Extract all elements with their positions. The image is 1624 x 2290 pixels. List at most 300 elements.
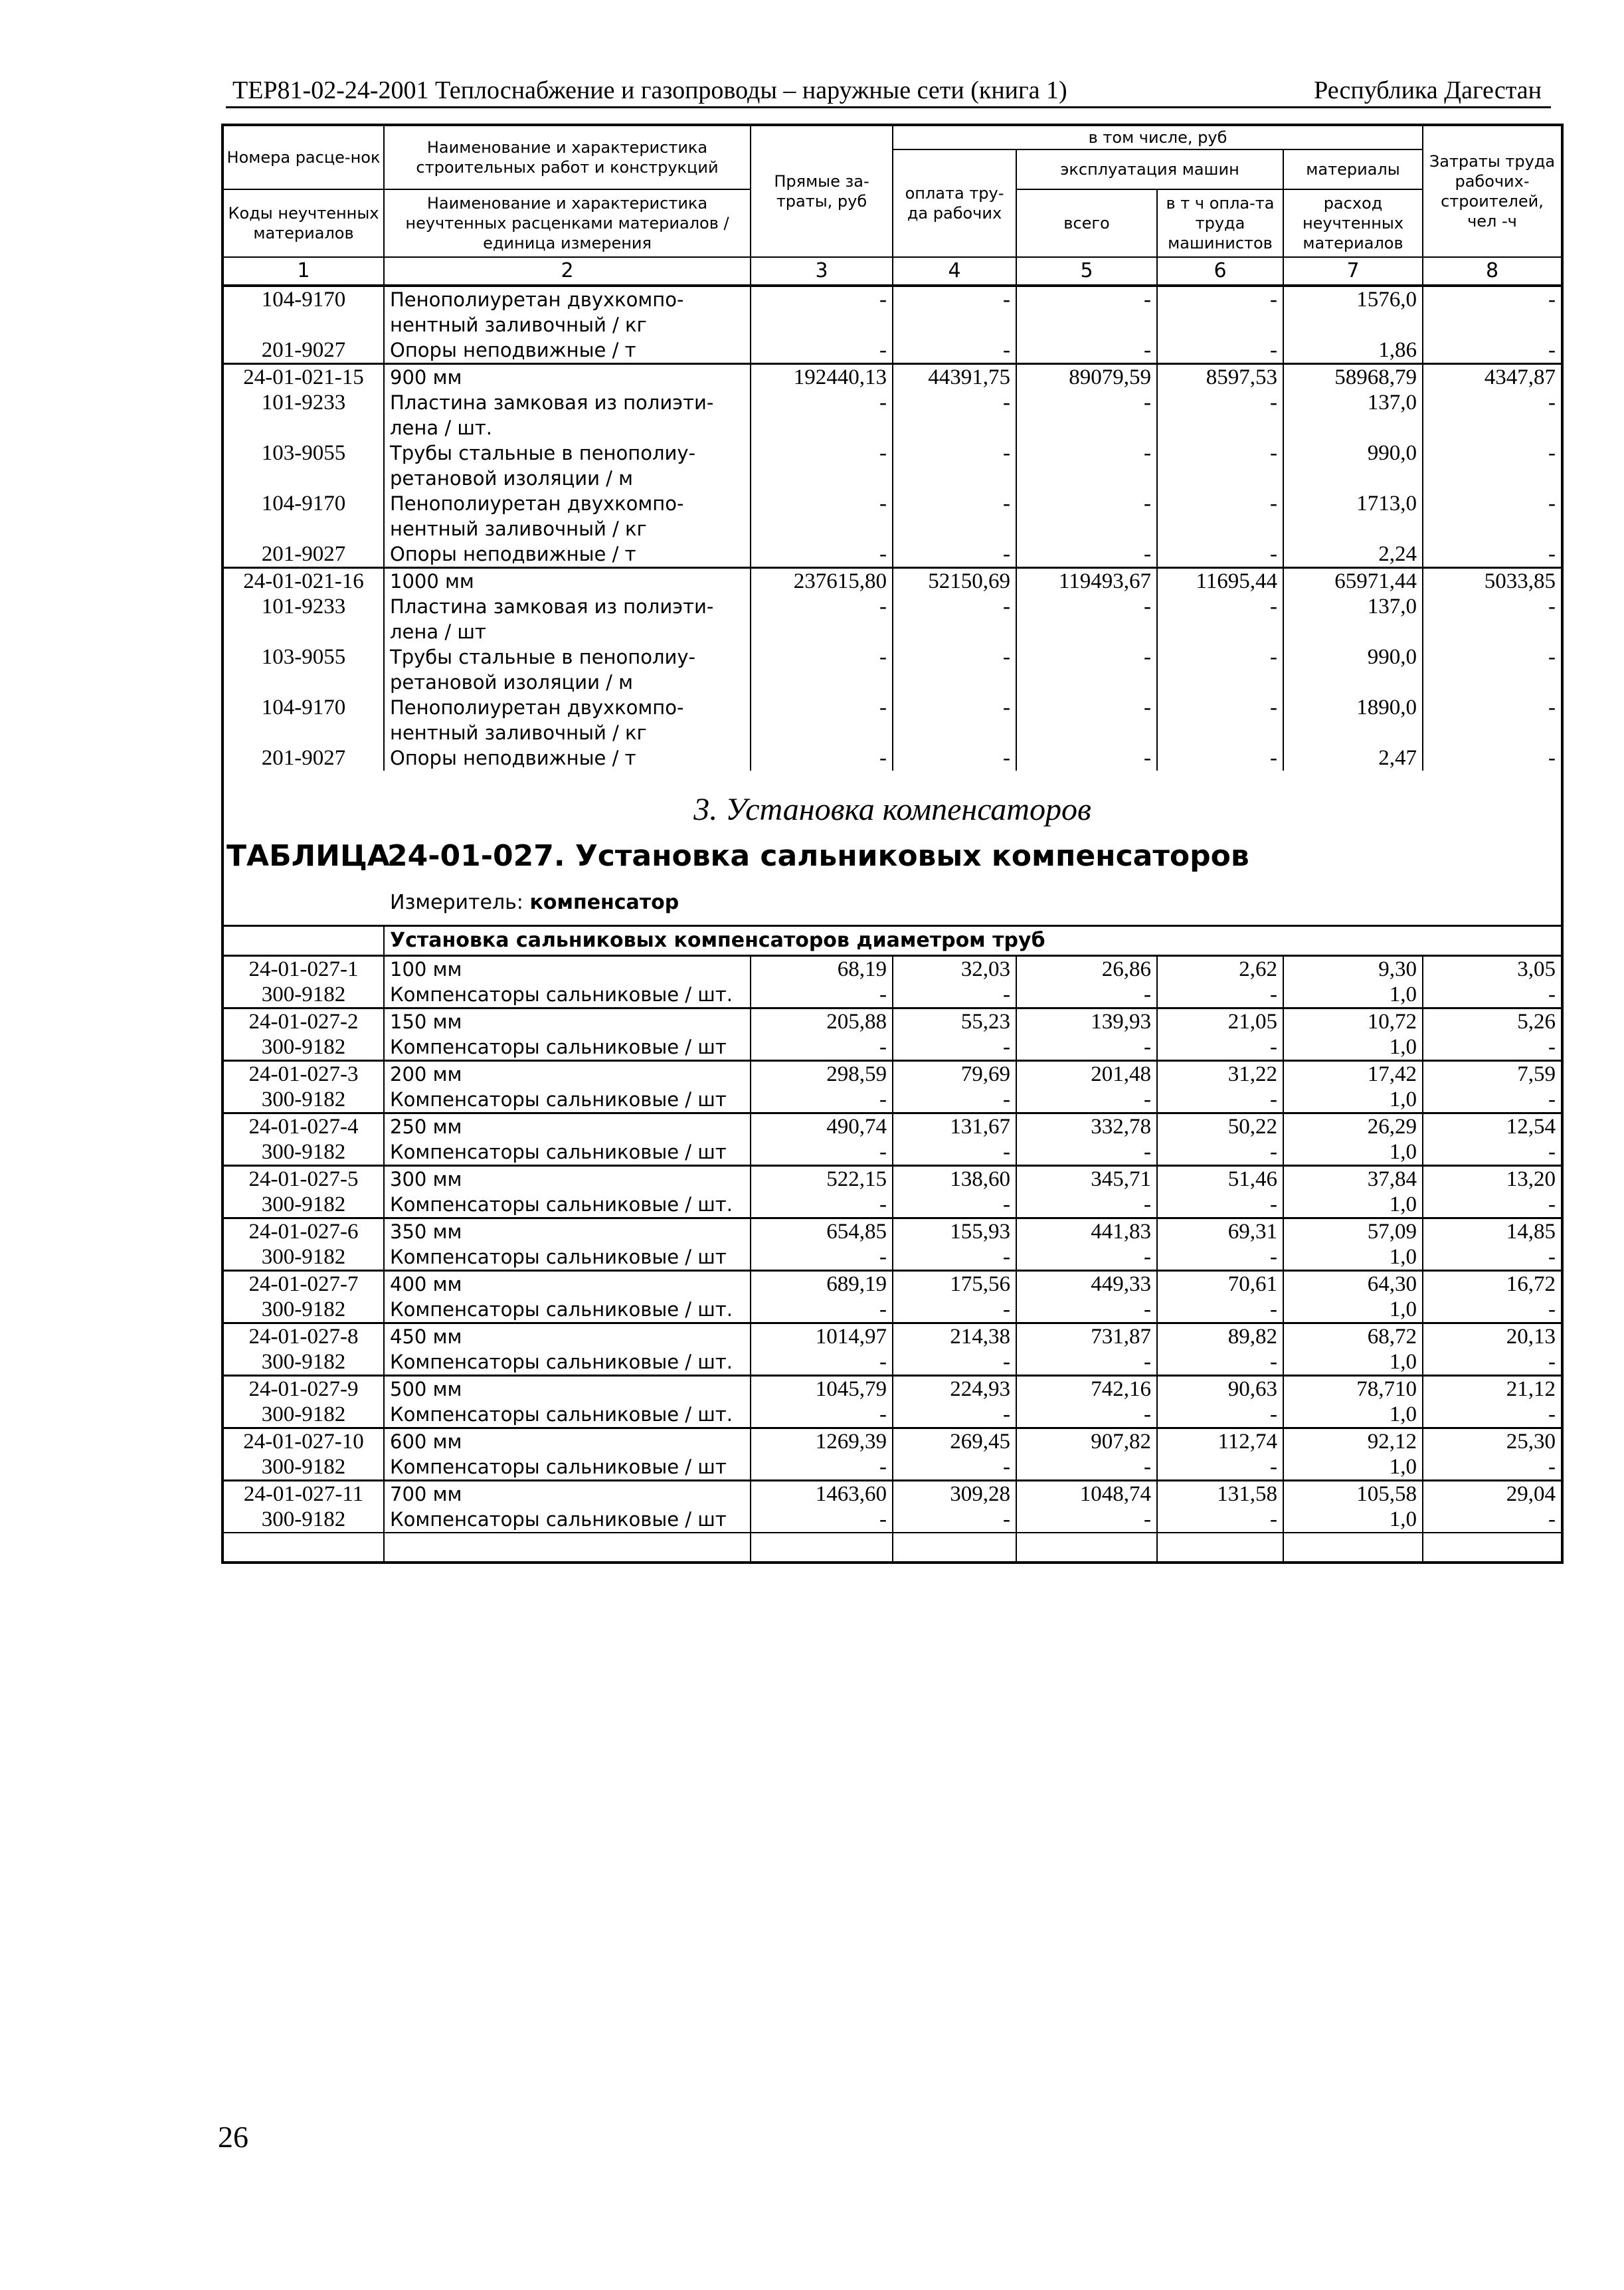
value-col-3: - xyxy=(751,390,893,440)
table-row xyxy=(223,1271,1562,1297)
value-col-7: 1,0 xyxy=(1283,1507,1423,1533)
material-name: Компенсаторы сальниковые / шт xyxy=(384,1139,751,1166)
value-col-8: - xyxy=(1423,1349,1562,1376)
value-col-4: - xyxy=(893,541,1016,568)
material-code: 300-9182 xyxy=(223,1507,384,1533)
value-col-5: - xyxy=(1016,1192,1157,1218)
value-col-5: 441,83 xyxy=(1016,1218,1157,1245)
rate-code: 24-01-027-2 xyxy=(223,1008,384,1035)
value-col-4: 155,93 xyxy=(893,1218,1016,1245)
table-row xyxy=(223,1481,1562,1507)
value-col-6: 89,82 xyxy=(1157,1323,1283,1350)
material-name: Компенсаторы сальниковые / шт. xyxy=(384,1297,751,1323)
value-col-3: 237615,80 xyxy=(751,568,893,595)
empty-cell xyxy=(1423,1533,1562,1563)
empty-cell xyxy=(1016,1533,1157,1563)
table-title: 24-01-027. Установка сальниковых компенсаторов xyxy=(387,839,1249,873)
material-code: 300-9182 xyxy=(223,1454,384,1481)
rate-code: 201-9027 xyxy=(223,337,384,364)
material-code: 300-9182 xyxy=(223,1244,384,1271)
rate-code: 104-9170 xyxy=(223,695,384,745)
value-col-5: - xyxy=(1016,440,1157,491)
value-col-6: - xyxy=(1157,1192,1283,1218)
value-col-8: 25,30 xyxy=(1423,1428,1562,1455)
material-row xyxy=(223,1087,1562,1113)
value-col-4: - xyxy=(893,1192,1016,1218)
value-col-7: 1,0 xyxy=(1283,1139,1423,1166)
rate-code: 101-9233 xyxy=(223,390,384,440)
value-col-8: 7,59 xyxy=(1423,1061,1562,1088)
value-col-7: 137,0 xyxy=(1283,390,1423,440)
value-col-6: 69,31 xyxy=(1157,1218,1283,1245)
column-number: 3 xyxy=(751,257,893,286)
value-col-8: - xyxy=(1423,594,1562,644)
value-col-8: - xyxy=(1423,337,1562,364)
value-col-7: 990,0 xyxy=(1283,440,1423,491)
value-col-6: - xyxy=(1157,491,1283,541)
value-col-8: - xyxy=(1423,1507,1562,1533)
column-number: 7 xyxy=(1283,257,1423,286)
value-col-3: - xyxy=(751,440,893,491)
table-label: ТАБЛИЦА xyxy=(226,839,390,873)
value-col-6: - xyxy=(1157,594,1283,644)
item-name: 450 мм xyxy=(384,1323,751,1350)
value-col-6: 51,46 xyxy=(1157,1166,1283,1193)
rate-code: 201-9027 xyxy=(223,541,384,568)
material-code: 300-9182 xyxy=(223,1349,384,1376)
item-name: 500 мм xyxy=(384,1376,751,1402)
value-col-4: - xyxy=(893,286,1016,337)
value-col-7: 78,710 xyxy=(1283,1376,1423,1402)
rate-code: 104-9170 xyxy=(223,491,384,541)
value-col-3: - xyxy=(751,695,893,745)
value-col-6: - xyxy=(1157,286,1283,337)
value-col-8: 29,04 xyxy=(1423,1481,1562,1507)
value-col-4: 44391,75 xyxy=(893,364,1016,391)
material-name: Компенсаторы сальниковые / шт. xyxy=(384,1402,751,1428)
value-col-4: 79,69 xyxy=(893,1061,1016,1088)
value-col-5: - xyxy=(1016,594,1157,644)
item-name: 350 мм xyxy=(384,1218,751,1245)
value-col-5: 89079,59 xyxy=(1016,364,1157,391)
material-name: Компенсаторы сальниковые / шт. xyxy=(384,982,751,1008)
value-col-4: - xyxy=(893,1507,1016,1533)
rate-code: 101-9233 xyxy=(223,594,384,644)
item-name: 300 мм xyxy=(384,1166,751,1193)
value-col-5: 742,16 xyxy=(1016,1376,1157,1402)
value-col-5: - xyxy=(1016,745,1157,771)
table-row xyxy=(223,568,1562,595)
value-col-7: 10,72 xyxy=(1283,1008,1423,1035)
value-col-5: 1048,74 xyxy=(1016,1481,1157,1507)
value-col-7: 1,0 xyxy=(1283,1454,1423,1481)
value-col-4: - xyxy=(893,644,1016,695)
value-col-7: 58968,79 xyxy=(1283,364,1423,391)
value-col-7: 1,0 xyxy=(1283,982,1423,1008)
value-col-3: 298,59 xyxy=(751,1061,893,1088)
item-name: 600 мм xyxy=(384,1428,751,1455)
material-row xyxy=(223,1034,1562,1061)
column-number: 2 xyxy=(384,257,751,286)
item-name: Опоры неподвижные / т xyxy=(384,541,751,568)
value-col-3: - xyxy=(751,1139,893,1166)
table-row xyxy=(223,956,1562,983)
value-col-7: 57,09 xyxy=(1283,1218,1423,1245)
value-col-8: 5,26 xyxy=(1423,1008,1562,1035)
value-col-8: - xyxy=(1423,440,1562,491)
value-col-6: 70,61 xyxy=(1157,1271,1283,1297)
value-col-7: 1,0 xyxy=(1283,1244,1423,1271)
material-row xyxy=(223,1349,1562,1376)
value-col-8: - xyxy=(1423,1244,1562,1271)
value-col-5: - xyxy=(1016,541,1157,568)
value-col-5: 731,87 xyxy=(1016,1323,1157,1350)
item-name: Пластина замковая из полиэти-лена / шт xyxy=(384,594,751,644)
rate-code: 103-9055 xyxy=(223,440,384,491)
value-col-6: - xyxy=(1157,1402,1283,1428)
col-header-work-name: Наименование и характеристика строительных работ и конструкций xyxy=(384,125,751,189)
material-code: 300-9182 xyxy=(223,1087,384,1113)
value-col-8: - xyxy=(1423,982,1562,1008)
col-header-machine-operation: эксплуатация машин xyxy=(1016,149,1283,189)
value-col-3: - xyxy=(751,594,893,644)
col-header-machines-total: всего xyxy=(1016,189,1157,257)
value-col-6: - xyxy=(1157,1034,1283,1061)
value-col-8: 13,20 xyxy=(1423,1166,1562,1193)
subtitle-row xyxy=(223,926,1562,956)
value-col-5: 332,78 xyxy=(1016,1113,1157,1140)
column-number: 5 xyxy=(1016,257,1157,286)
value-col-4: - xyxy=(893,594,1016,644)
item-name: Опоры неподвижные / т xyxy=(384,745,751,771)
value-col-5: - xyxy=(1016,1034,1157,1061)
value-col-6: 11695,44 xyxy=(1157,568,1283,595)
value-col-3: - xyxy=(751,1297,893,1323)
value-col-7: 1,0 xyxy=(1283,1087,1423,1113)
value-col-8: - xyxy=(1423,541,1562,568)
value-col-4: - xyxy=(893,1297,1016,1323)
rate-code: 24-01-027-3 xyxy=(223,1061,384,1088)
section-header xyxy=(223,771,1562,926)
column-number: 6 xyxy=(1157,257,1283,286)
header-row-1 xyxy=(223,125,1562,149)
column-numbers-row xyxy=(223,257,1562,286)
col-header-direct-costs: Прямые за-траты, руб xyxy=(751,125,893,257)
page-header xyxy=(226,72,1551,108)
item-name: 900 мм xyxy=(384,364,751,391)
value-col-4: - xyxy=(893,1349,1016,1376)
value-col-6: 2,62 xyxy=(1157,956,1283,983)
item-name: Пенополиуретан двухкомпо-нентный заливочный / кг xyxy=(384,695,751,745)
empty-cell xyxy=(384,1533,751,1563)
empty-cell xyxy=(223,1533,384,1563)
column-number: 8 xyxy=(1423,257,1562,286)
empty-cell xyxy=(751,1533,893,1563)
value-col-8: - xyxy=(1423,644,1562,695)
value-col-5: - xyxy=(1016,491,1157,541)
value-col-4: 52150,69 xyxy=(893,568,1016,595)
value-col-5: 345,71 xyxy=(1016,1166,1157,1193)
material-code: 300-9182 xyxy=(223,1139,384,1166)
value-col-5: - xyxy=(1016,695,1157,745)
value-col-8: - xyxy=(1423,1139,1562,1166)
value-col-5: - xyxy=(1016,390,1157,440)
value-col-5: - xyxy=(1016,1402,1157,1428)
table-row xyxy=(223,491,1562,541)
value-col-8: - xyxy=(1423,745,1562,771)
table-row xyxy=(223,1428,1562,1455)
value-col-8: - xyxy=(1423,390,1562,440)
measure-label: Измеритель: xyxy=(390,891,523,914)
rate-code: 24-01-021-16 xyxy=(223,568,384,595)
table-row xyxy=(223,594,1562,644)
value-col-6: 90,63 xyxy=(1157,1376,1283,1402)
value-col-8: 20,13 xyxy=(1423,1323,1562,1350)
table-row xyxy=(223,1376,1562,1402)
value-col-8: - xyxy=(1423,1087,1562,1113)
table-row xyxy=(223,541,1562,568)
material-row xyxy=(223,1297,1562,1323)
value-col-3: - xyxy=(751,1402,893,1428)
value-col-3: - xyxy=(751,491,893,541)
value-col-3: 654,85 xyxy=(751,1218,893,1245)
value-col-6: - xyxy=(1157,440,1283,491)
value-col-7: 1890,0 xyxy=(1283,695,1423,745)
value-col-5: 26,86 xyxy=(1016,956,1157,983)
item-name: Пластина замковая из полиэти-лена / шт. xyxy=(384,390,751,440)
value-col-6: 31,22 xyxy=(1157,1061,1283,1088)
page-number: 26 xyxy=(218,2120,248,2154)
value-col-3: - xyxy=(751,1192,893,1218)
value-col-4: - xyxy=(893,440,1016,491)
table-row xyxy=(223,1166,1562,1193)
value-col-3: 490,74 xyxy=(751,1113,893,1140)
value-col-8: 12,54 xyxy=(1423,1113,1562,1140)
col-header-rate-numbers: Номера расце-нок xyxy=(223,125,384,189)
table-row xyxy=(223,390,1562,440)
material-name: Компенсаторы сальниковые / шт xyxy=(384,1034,751,1061)
value-col-7: 1,0 xyxy=(1283,1402,1423,1428)
rate-code: 24-01-027-8 xyxy=(223,1323,384,1350)
value-col-7: 92,12 xyxy=(1283,1428,1423,1455)
material-code: 300-9182 xyxy=(223,982,384,1008)
value-col-7: 1,0 xyxy=(1283,1192,1423,1218)
value-col-8: 3,05 xyxy=(1423,956,1562,983)
value-col-5: - xyxy=(1016,337,1157,364)
value-col-6: - xyxy=(1157,1297,1283,1323)
table-row xyxy=(223,745,1562,771)
material-row xyxy=(223,982,1562,1008)
value-col-6: - xyxy=(1157,390,1283,440)
material-row xyxy=(223,1139,1562,1166)
value-col-8: 21,12 xyxy=(1423,1376,1562,1402)
item-name: 400 мм xyxy=(384,1271,751,1297)
value-col-4: 138,60 xyxy=(893,1166,1016,1193)
material-name: Компенсаторы сальниковые / шт xyxy=(384,1454,751,1481)
value-col-8: - xyxy=(1423,695,1562,745)
value-col-8: 4347,87 xyxy=(1423,364,1562,391)
section-title: 3. Установка компенсаторов xyxy=(693,792,1091,827)
value-col-3: - xyxy=(751,541,893,568)
rate-code: 24-01-027-7 xyxy=(223,1271,384,1297)
value-col-4: - xyxy=(893,1034,1016,1061)
value-col-5: - xyxy=(1016,1087,1157,1113)
value-col-7: 9,30 xyxy=(1283,956,1423,983)
value-col-5: - xyxy=(1016,1454,1157,1481)
value-col-7: 105,58 xyxy=(1283,1481,1423,1507)
value-col-5: - xyxy=(1016,982,1157,1008)
col-header-including: в том числе, руб xyxy=(893,125,1423,149)
value-col-7: 2,47 xyxy=(1283,745,1423,771)
value-col-4: - xyxy=(893,337,1016,364)
material-name: Компенсаторы сальниковые / шт xyxy=(384,1244,751,1271)
value-col-7: 64,30 xyxy=(1283,1271,1423,1297)
item-name: Опоры неподвижные / т xyxy=(384,337,751,364)
measure-line xyxy=(390,890,679,915)
value-col-3: 689,19 xyxy=(751,1271,893,1297)
value-col-4: 269,45 xyxy=(893,1428,1016,1455)
value-col-5: 139,93 xyxy=(1016,1008,1157,1035)
value-col-3: 1014,97 xyxy=(751,1323,893,1350)
value-col-4: - xyxy=(893,745,1016,771)
value-col-7: 17,42 xyxy=(1283,1061,1423,1088)
col-header-material-name: Наименование и характеристика неучтенных расценками материалов / единица измерения xyxy=(384,189,751,257)
document-title: ТЕР81-02-24-2001 Теплоснабжение и газопроводы – наружные сети (книга 1) xyxy=(232,76,1067,104)
empty-row xyxy=(223,1533,1562,1563)
value-col-3: 522,15 xyxy=(751,1166,893,1193)
value-col-6: - xyxy=(1157,982,1283,1008)
column-number: 1 xyxy=(223,257,384,286)
value-col-6: - xyxy=(1157,695,1283,745)
value-col-7: 990,0 xyxy=(1283,644,1423,695)
item-name: 100 мм xyxy=(384,956,751,983)
value-col-3: - xyxy=(751,1349,893,1376)
empty-cell xyxy=(223,926,384,956)
value-col-5: - xyxy=(1016,1244,1157,1271)
rate-code: 24-01-027-5 xyxy=(223,1166,384,1193)
value-col-4: 175,56 xyxy=(893,1271,1016,1297)
rate-code: 201-9027 xyxy=(223,745,384,771)
rate-code: 24-01-027-9 xyxy=(223,1376,384,1402)
material-row xyxy=(223,1507,1562,1533)
value-col-5: 907,82 xyxy=(1016,1428,1157,1455)
item-name: 250 мм xyxy=(384,1113,751,1140)
estimate-table xyxy=(221,124,1564,1564)
value-col-7: 1,0 xyxy=(1283,1297,1423,1323)
value-col-3: - xyxy=(751,644,893,695)
material-code: 300-9182 xyxy=(223,1034,384,1061)
table-row xyxy=(223,364,1562,391)
value-col-6: 112,74 xyxy=(1157,1428,1283,1455)
material-name: Компенсаторы сальниковые / шт xyxy=(384,1087,751,1113)
value-col-4: 131,67 xyxy=(893,1113,1016,1140)
table-row xyxy=(223,337,1562,364)
value-col-4: 55,23 xyxy=(893,1008,1016,1035)
value-col-5: 119493,67 xyxy=(1016,568,1157,595)
col-header-worker-pay: оплата тру-да рабочих xyxy=(893,149,1016,257)
material-code: 300-9182 xyxy=(223,1192,384,1218)
value-col-4: 214,38 xyxy=(893,1323,1016,1350)
value-col-3: - xyxy=(751,337,893,364)
value-col-4: 32,03 xyxy=(893,956,1016,983)
item-name: Пенополиуретан двухкомпо-нентный заливочный / кг xyxy=(384,286,751,337)
value-col-5: - xyxy=(1016,644,1157,695)
rate-code: 104-9170 xyxy=(223,286,384,337)
value-col-6: - xyxy=(1157,1349,1283,1376)
table-caption xyxy=(226,839,1249,873)
rate-code: 24-01-021-15 xyxy=(223,364,384,391)
value-col-7: 137,0 xyxy=(1283,594,1423,644)
column-number: 4 xyxy=(893,257,1016,286)
material-row xyxy=(223,1402,1562,1428)
table-row xyxy=(223,1323,1562,1350)
rate-code: 103-9055 xyxy=(223,644,384,695)
region-name: Республика Дагестан xyxy=(1314,76,1542,104)
value-col-7: 37,84 xyxy=(1283,1166,1423,1193)
table-row xyxy=(223,286,1562,337)
table-row xyxy=(223,695,1562,745)
item-name: 150 мм xyxy=(384,1008,751,1035)
value-col-3: - xyxy=(751,286,893,337)
value-col-4: - xyxy=(893,491,1016,541)
rate-code: 24-01-027-6 xyxy=(223,1218,384,1245)
rate-code: 24-01-027-1 xyxy=(223,956,384,983)
material-name: Компенсаторы сальниковые / шт xyxy=(384,1507,751,1533)
col-header-machinist-pay: в т ч опла-та труда машинистов xyxy=(1157,189,1283,257)
value-col-3: 68,19 xyxy=(751,956,893,983)
value-col-7: 1713,0 xyxy=(1283,491,1423,541)
value-col-6: - xyxy=(1157,1087,1283,1113)
table-row xyxy=(223,1008,1562,1035)
value-col-6: 131,58 xyxy=(1157,1481,1283,1507)
value-col-8: 14,85 xyxy=(1423,1218,1562,1245)
value-col-5: - xyxy=(1016,1297,1157,1323)
value-col-7: 68,72 xyxy=(1283,1323,1423,1350)
value-col-5: 449,33 xyxy=(1016,1271,1157,1297)
col-header-materials: материалы xyxy=(1283,149,1423,189)
value-col-4: - xyxy=(893,1139,1016,1166)
value-col-6: - xyxy=(1157,337,1283,364)
item-name: Трубы стальные в пенополиу-ретановой изоляции / м xyxy=(384,440,751,491)
value-col-6: - xyxy=(1157,1139,1283,1166)
value-col-5: - xyxy=(1016,1349,1157,1376)
value-col-6: - xyxy=(1157,1507,1283,1533)
value-col-8: - xyxy=(1423,286,1562,337)
col-header-material-usage: расход неучтенных материалов xyxy=(1283,189,1423,257)
value-col-6: - xyxy=(1157,644,1283,695)
value-col-3: - xyxy=(751,1454,893,1481)
value-col-4: - xyxy=(893,1454,1016,1481)
value-col-4: - xyxy=(893,1244,1016,1271)
table-row xyxy=(223,1113,1562,1140)
value-col-8: - xyxy=(1423,1402,1562,1428)
material-name: Компенсаторы сальниковые / шт. xyxy=(384,1349,751,1376)
table-row xyxy=(223,440,1562,491)
value-col-5: - xyxy=(1016,286,1157,337)
value-col-3: - xyxy=(751,1244,893,1271)
item-name: 700 мм xyxy=(384,1481,751,1507)
value-col-3: 1463,60 xyxy=(751,1481,893,1507)
value-col-3: - xyxy=(751,745,893,771)
value-col-6: 21,05 xyxy=(1157,1008,1283,1035)
value-col-3: - xyxy=(751,1507,893,1533)
value-col-8: - xyxy=(1423,491,1562,541)
value-col-4: 224,93 xyxy=(893,1376,1016,1402)
value-col-6: - xyxy=(1157,541,1283,568)
rate-code: 24-01-027-11 xyxy=(223,1481,384,1507)
value-col-7: 2,24 xyxy=(1283,541,1423,568)
item-name: 1000 мм xyxy=(384,568,751,595)
